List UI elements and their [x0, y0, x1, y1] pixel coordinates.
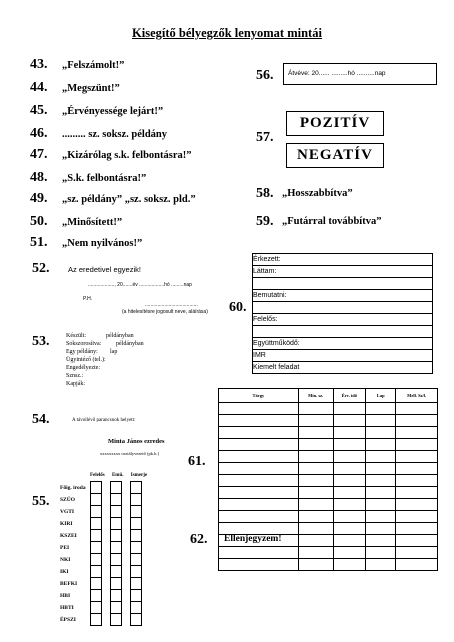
item-52-number: 52.: [32, 261, 50, 276]
item-52-date-line: ..................., 20.......év ..................hó .........nap: [88, 282, 192, 288]
item-61-cell: [219, 499, 299, 511]
item-55-checkbox: [111, 506, 122, 518]
item-55-row: [60, 518, 142, 530]
item-59-text: „Futárral továbbítva”: [282, 216, 382, 227]
left-item-number: 51.: [30, 235, 48, 250]
item-55-row: [60, 554, 142, 566]
item-61-cell: [366, 427, 396, 439]
item-61-cell: [333, 559, 366, 571]
item-55-gap: [122, 554, 131, 566]
item-55-unit-label: ÉPSZI: [60, 616, 76, 623]
item-53-row: [66, 381, 144, 389]
item-60-label: Láttam:: [253, 266, 314, 278]
negative-stamp: NEGATÍV: [286, 143, 384, 168]
item-55-unit-label: HBTI: [60, 604, 74, 611]
item-55-row: [60, 614, 142, 626]
item-61-cell: [219, 487, 299, 499]
item-55-checkbox: [91, 494, 102, 506]
item-60-value-cell: [313, 278, 433, 290]
item-53-key: Egy példány:: [66, 349, 98, 355]
item-55-gap: [102, 506, 111, 518]
item-55-checkbox: [91, 578, 102, 590]
item-61-row: [219, 547, 438, 559]
left-item-text: „Nem nyilvános!”: [62, 238, 143, 249]
item-55-gap: [122, 542, 131, 554]
item-60-row: [253, 314, 433, 326]
item-61-cell: [298, 451, 333, 463]
item-60-value-cell: [313, 266, 433, 278]
item-53-row: [66, 357, 144, 365]
item-55-checkbox: [131, 482, 142, 494]
item-57-number: 57.: [256, 130, 274, 145]
item-60-row: [253, 266, 433, 278]
item-61-cell: [298, 427, 333, 439]
item-61-cell: [333, 487, 366, 499]
item-55-gap: [102, 614, 111, 626]
item-61-cell: [298, 523, 333, 535]
item-55-gap: [102, 554, 111, 566]
item-60-label: Együttműködő:: [253, 338, 314, 350]
item-53-key: Sokszorosítva:: [66, 341, 102, 347]
item-56-number: 56.: [256, 68, 274, 83]
item-55-gap: [102, 542, 111, 554]
item-55-row: [60, 530, 142, 542]
item-55-gap: [102, 518, 111, 530]
item-60-row: [253, 362, 433, 374]
item-55-checkbox: [111, 542, 122, 554]
item-53-number: 53.: [32, 334, 50, 349]
item-61-cell: [333, 535, 366, 547]
item-60-label: [253, 326, 314, 338]
item-53-key: Ügyintéző (tel.):: [66, 357, 106, 363]
item-61-cell: [333, 403, 366, 415]
item-55-gap: [102, 590, 111, 602]
item-55-checkbox: [91, 590, 102, 602]
item-55-checkbox: [131, 590, 142, 602]
item-59-number: 59.: [256, 214, 274, 229]
item-61-cell: [333, 523, 366, 535]
item-61-header: Mell. Sz/l.: [396, 389, 438, 403]
item-61-cell: [366, 499, 396, 511]
item-55-row: [60, 494, 142, 506]
item-60-row: [253, 290, 433, 302]
item-60-value-cell: [313, 314, 433, 326]
item-60-value-cell: [313, 350, 433, 362]
item-55-unit-label: SZÜO: [60, 496, 75, 503]
item-55-checkbox: [91, 530, 102, 542]
item-55-unit-label: BEFKI: [60, 580, 78, 587]
item-60-label: Érkezett:: [253, 254, 314, 266]
item-55-checkbox: [131, 602, 142, 614]
item-60-row: [253, 278, 433, 290]
item-61-cell: [366, 535, 396, 547]
item-61-row: [219, 451, 438, 463]
item-55-checkbox: [111, 578, 122, 590]
item-56-stamp: [283, 63, 437, 85]
item-61-row: [219, 511, 438, 523]
item-55-row: [60, 566, 142, 578]
item-55-unit-label: PEI: [60, 544, 70, 551]
item-53-value: példányban: [116, 341, 144, 347]
item-55-row: [60, 542, 142, 554]
item-61-row: [219, 403, 438, 415]
item-60-row: [253, 350, 433, 362]
item-61-cell: [396, 439, 438, 451]
item-61-cell: [219, 523, 299, 535]
item-61-cell: [366, 523, 396, 535]
item-60-value-cell: [313, 338, 433, 350]
item-61-cell: [396, 511, 438, 523]
left-item-number: 49.: [30, 191, 48, 206]
item-61-cell: [219, 451, 299, 463]
item-55-header-emu: Emü.: [111, 473, 124, 478]
item-61-cell: [333, 451, 366, 463]
item-61-cell: [366, 547, 396, 559]
item-52-signature-line: ......................................: [145, 302, 198, 308]
item-55-checkbox: [131, 506, 142, 518]
item-61-cell: [396, 487, 438, 499]
left-item-number: 44.: [30, 80, 48, 95]
item-60-label: IMR: [253, 350, 314, 362]
item-60-value-cell: [313, 302, 433, 314]
item-53-row: [66, 341, 144, 349]
item-61-cell: [366, 451, 396, 463]
item-61-cell: [298, 487, 333, 499]
item-55-unit-label: VGTI: [60, 508, 75, 515]
item-55-checkbox: [91, 518, 102, 530]
item-55-unit-label: IKI: [60, 568, 69, 575]
item-61-cell: [366, 415, 396, 427]
item-61-cell: [396, 499, 438, 511]
item-53-key: Készült:: [66, 333, 86, 339]
item-55-header-felelos: Felelős: [90, 473, 105, 478]
item-61-row: [219, 427, 438, 439]
item-56-text: Átvéve: 20...... .........hó ..........nap: [288, 70, 386, 77]
item-55-checkbox: [111, 602, 122, 614]
item-55-checkbox: [131, 566, 142, 578]
left-item-number: 47.: [30, 147, 48, 162]
item-61-cell: [219, 403, 299, 415]
item-55-gap: [102, 578, 111, 590]
item-62-text: Ellenjegyzem!: [224, 534, 282, 544]
item-61-number: 61.: [188, 454, 206, 469]
item-55-checkbox: [111, 590, 122, 602]
item-55-checkbox: [111, 494, 122, 506]
item-61-cell: [298, 547, 333, 559]
item-60-label: Kiemelt feladat: [253, 362, 314, 374]
item-61-cell: [396, 451, 438, 463]
item-61-cell: [333, 475, 366, 487]
item-61-row: [219, 487, 438, 499]
item-60-label: Felelős:: [253, 314, 314, 326]
item-61-cell: [366, 463, 396, 475]
left-item-number: 48.: [30, 170, 48, 185]
item-61-cell: [298, 535, 333, 547]
item-55-checkbox: [131, 494, 142, 506]
item-55-gap: [122, 506, 131, 518]
item-55-checkbox: [111, 614, 122, 626]
item-60-label: Bemutatni:: [253, 290, 314, 302]
item-55-distribution-table: [60, 481, 142, 626]
item-53-row: [66, 365, 144, 373]
item-55-checkbox: [91, 554, 102, 566]
item-55-checkbox: [91, 506, 102, 518]
left-item-text: „Felszámolt!”: [62, 60, 125, 71]
item-61-cell: [219, 511, 299, 523]
item-55-row: [60, 602, 142, 614]
left-item-number: 43.: [30, 57, 48, 72]
item-52-ph: P.H.: [83, 296, 93, 302]
item-55-gap: [122, 482, 131, 494]
item-53-stamp: [66, 333, 144, 389]
item-55-checkbox: [131, 554, 142, 566]
item-55-checkbox: [91, 482, 102, 494]
item-61-row: [219, 475, 438, 487]
item-55-checkbox: [131, 518, 142, 530]
item-55-row: [60, 578, 142, 590]
item-55-gap: [102, 566, 111, 578]
item-61-cell: [366, 487, 396, 499]
item-61-row: [219, 463, 438, 475]
item-61-cell: [333, 547, 366, 559]
item-60-value-cell: [313, 254, 433, 266]
item-55-unit-label: KIRI: [60, 520, 73, 527]
item-61-cell: [298, 439, 333, 451]
item-55-gap: [102, 530, 111, 542]
item-55-gap: [122, 614, 131, 626]
item-60-row: [253, 254, 433, 266]
item-61-cell: [396, 403, 438, 415]
item-55-checkbox: [111, 566, 122, 578]
item-61-cell: [396, 427, 438, 439]
item-61-cell: [298, 511, 333, 523]
item-61-cell: [298, 463, 333, 475]
item-55-header: [90, 473, 147, 478]
item-61-header: Min. sz.: [298, 389, 333, 403]
left-item-text: ......... sz. soksz. példány: [62, 129, 168, 140]
item-53-row: [66, 333, 144, 341]
item-53-value: példányban: [106, 333, 134, 339]
item-55-gap: [102, 602, 111, 614]
item-61-cell: [396, 523, 438, 535]
item-61-cell: [366, 439, 396, 451]
item-53-row: [66, 349, 144, 357]
item-55-row: [60, 482, 142, 494]
item-61-cell: [396, 535, 438, 547]
item-53-key: Engedélyezte:: [66, 365, 100, 371]
item-55-checkbox: [91, 602, 102, 614]
item-55-gap: [122, 602, 131, 614]
item-60-label: [253, 302, 314, 314]
left-item-text: „S.k. felbontásra!”: [62, 173, 147, 184]
item-55-unit-label: NKI: [60, 556, 71, 563]
left-item-text: „sz. példány” „sz. soksz. pld.”: [62, 194, 196, 205]
left-item-number: 45.: [30, 103, 48, 118]
item-61-cell: [219, 439, 299, 451]
item-53-row: [66, 373, 144, 381]
item-61-cell: [219, 427, 299, 439]
item-55-unit-label: HBI: [60, 592, 71, 599]
item-55-checkbox: [111, 530, 122, 542]
item-61-cell: [396, 415, 438, 427]
item-53-key: Sznsz.:: [66, 373, 84, 379]
item-60-value-cell: [313, 290, 433, 302]
item-55-gap: [102, 482, 111, 494]
item-55-number: 55.: [32, 494, 50, 509]
item-55-gap: [122, 494, 131, 506]
item-55-row: [60, 506, 142, 518]
item-55-checkbox: [111, 482, 122, 494]
positive-stamp: POZITÍV: [286, 111, 384, 136]
item-61-cell: [298, 415, 333, 427]
item-55-checkbox: [91, 566, 102, 578]
item-53-value: lap: [110, 349, 118, 355]
item-62-number: 62.: [190, 532, 208, 547]
item-60-stamp-table: [252, 253, 433, 374]
item-60-row: [253, 326, 433, 338]
item-55-gap: [122, 518, 131, 530]
item-55-checkbox: [131, 542, 142, 554]
item-61-cell: [333, 427, 366, 439]
item-60-number: 60.: [229, 300, 247, 315]
item-55-gap: [102, 494, 111, 506]
item-54-text: A távollévő parancsnok helyett:: [72, 418, 136, 423]
item-60-row: [253, 302, 433, 314]
item-55-gap: [122, 566, 131, 578]
item-55-checkbox: [111, 518, 122, 530]
item-61-cell: [333, 511, 366, 523]
item-58-number: 58.: [256, 186, 274, 201]
item-61-cell: [298, 403, 333, 415]
left-item-number: 50.: [30, 214, 48, 229]
item-58-text: „Hosszabbítva”: [282, 188, 353, 199]
item-61-cell: [333, 415, 366, 427]
item-53-key: Kapják:: [66, 381, 85, 387]
item-61-cell: [219, 559, 299, 571]
left-item-text: „Minősített!”: [62, 217, 123, 228]
item-61-cell: [366, 403, 396, 415]
item-61-row: [219, 523, 438, 535]
item-54-number: 54.: [32, 412, 50, 427]
item-61-cell: [298, 475, 333, 487]
item-55-unit-label: KSZEI: [60, 532, 77, 539]
item-61-cell: [333, 463, 366, 475]
item-61-cell: [396, 475, 438, 487]
item-61-cell: [396, 547, 438, 559]
item-55-gap: [122, 578, 131, 590]
left-item-text: „Megszünt!”: [62, 83, 120, 94]
item-55-row: [60, 590, 142, 602]
item-61-cell: [219, 475, 299, 487]
item-55-checkbox: [131, 530, 142, 542]
item-61-cell: [298, 559, 333, 571]
item-61-cell: [366, 475, 396, 487]
item-61-cell: [396, 559, 438, 571]
item-55-checkbox: [91, 614, 102, 626]
item-55-header-ismerje: Ismerje: [130, 473, 148, 478]
item-55-gap: [122, 530, 131, 542]
item-61-row: [219, 499, 438, 511]
item-60-value-cell: [313, 326, 433, 338]
item-55-checkbox: [131, 578, 142, 590]
item-61-cell: [298, 499, 333, 511]
item-55-checkbox: [111, 554, 122, 566]
item-61-cell: [396, 463, 438, 475]
item-55-unit-label: Főig. iroda: [60, 484, 86, 491]
item-52-signature-caption: (a hitelesítésre jogosult neve, aláírása): [122, 309, 208, 315]
item-61-cell: [366, 511, 396, 523]
page-title: Kisegítő bélyegzők lenyomat mintái: [132, 26, 322, 40]
item-60-value-cell: [313, 362, 433, 374]
item-55-gap: [122, 590, 131, 602]
item-61-cell: [219, 463, 299, 475]
item-60-row: [253, 338, 433, 350]
item-61-header: Lap: [366, 389, 396, 403]
left-item-text: „Érvényessége lejárt!”: [62, 106, 164, 117]
item-55-checkbox: [91, 542, 102, 554]
left-item-text: „Kizárólag s.k. felbontásra!”: [62, 150, 192, 161]
item-61-row: [219, 439, 438, 451]
item-61-cell: [219, 415, 299, 427]
item-61-cell: [333, 439, 366, 451]
item-61-header: Érv. idő: [333, 389, 366, 403]
item-55-checkbox: [131, 614, 142, 626]
item-61-row: [219, 415, 438, 427]
item-54-name: Minta János ezredes: [108, 438, 165, 445]
item-61-cell: [219, 547, 299, 559]
item-52-line1: Az eredetivel egyezik!: [68, 265, 141, 274]
left-item-number: 46.: [30, 126, 48, 141]
item-61-cell: [333, 499, 366, 511]
item-60-label: [253, 278, 314, 290]
item-61-row: [219, 559, 438, 571]
item-61-header: Tárgy: [219, 389, 299, 403]
item-54-role: xxxxxxxxx osztályvezető (pk.h.): [100, 451, 159, 456]
item-61-cell: [366, 559, 396, 571]
